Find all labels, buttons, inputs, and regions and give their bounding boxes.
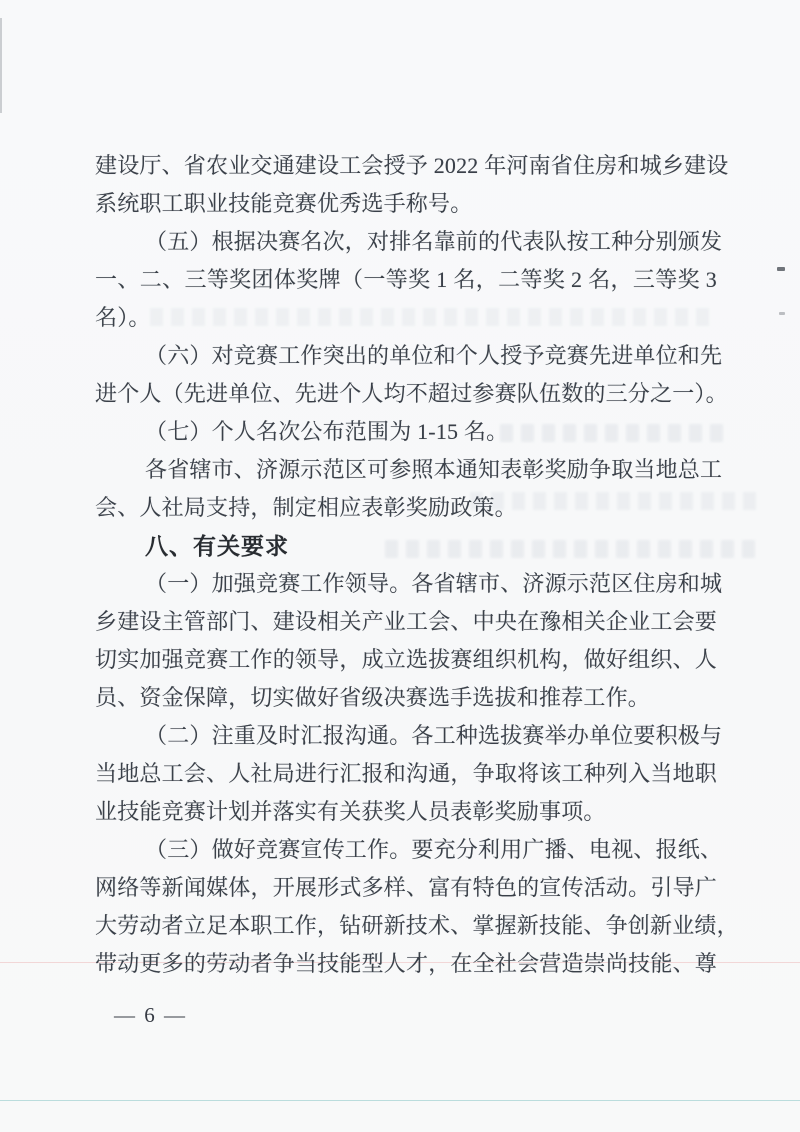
text-line: 业技能竞赛计划并落实有关获奖人员表彰奖励事项。 bbox=[95, 799, 606, 824]
text-line: 带动更多的劳动者争当技能型人才，在全社会营造崇尚技能、尊 bbox=[95, 951, 717, 976]
document-body bbox=[95, 147, 739, 983]
text-line: （三）做好竞赛宣传工作。要充分利用广播、电视、报纸、 bbox=[145, 837, 723, 862]
page-number: — 6 — bbox=[114, 1003, 187, 1027]
text-line: 当地总工会、人社局进行汇报和沟通，争取将该工种列入当地职 bbox=[95, 761, 717, 786]
text-line: 乡建设主管部门、建设相关产业工会、中央在豫相关企业工会要 bbox=[95, 609, 717, 634]
text-line: （七）个人名次公布范围为 1-15 名。 bbox=[145, 419, 509, 444]
scan-speck bbox=[777, 267, 785, 271]
text-line: 员、资金保障，切实做好省级决赛选手选拔和推荐工作。 bbox=[95, 685, 651, 710]
text-line: 系统职工职业技能竞赛优秀选手称号。 bbox=[95, 191, 473, 216]
scan-line-artifact bbox=[0, 1100, 800, 1101]
text-line: 切实加强竞赛工作的领导，成立选拔赛组织机构，做好组织、人 bbox=[95, 647, 717, 672]
scan-speck bbox=[779, 312, 785, 315]
text-line: 各省辖市、济源示范区可参照本通知表彰奖励争取当地总工 bbox=[145, 457, 723, 482]
text-line: （五）根据决赛名次，对排名靠前的代表队按工种分别颁发 bbox=[145, 229, 723, 254]
text-line: 进个人（先进单位、先进个人均不超过参赛队伍数的三分之一）。 bbox=[95, 381, 728, 406]
text-line: 名）。 bbox=[95, 305, 151, 330]
text-line: 会、人社局支持，制定相应表彰奖励政策。 bbox=[95, 495, 517, 520]
text-line: 一、二、三等奖团体奖牌（一等奖 1 名，二等奖 2 名，三等奖 3 bbox=[95, 267, 717, 292]
text-line: （一）加强竞赛工作领导。各省辖市、济源示范区住房和城 bbox=[145, 571, 723, 596]
text-line: （六）对竞赛工作突出的单位和个人授予竞赛先进单位和先 bbox=[145, 343, 723, 368]
text-line: （二）注重及时汇报沟通。各工种选拔赛举办单位要积极与 bbox=[145, 723, 723, 748]
section-heading: 八、有关要求 bbox=[145, 533, 289, 559]
text-line: 建设厅、省农业交通建设工会授予 2022 年河南省住房和城乡建设 bbox=[95, 153, 729, 178]
scan-edge-artifact bbox=[0, 18, 2, 113]
text-line: 大劳动者立足本职工作，钻研新技术、掌握新技能、争创新业绩， bbox=[95, 913, 739, 938]
text-line: 网络等新闻媒体，开展形式多样、富有特色的宣传活动。引导广 bbox=[95, 875, 717, 900]
